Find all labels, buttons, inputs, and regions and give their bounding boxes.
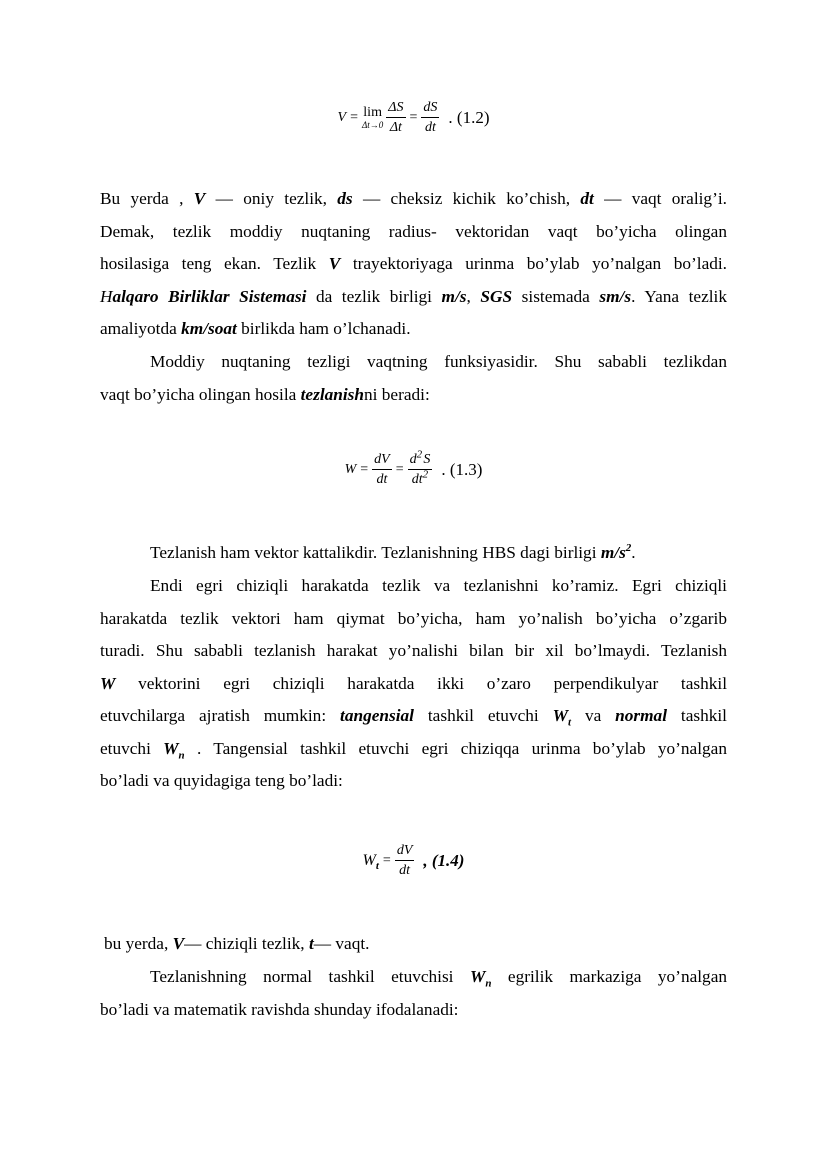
- text-line: harakatda tezlik vektori ham qiymat bo’yicha, ham yo’nalish bo’yicha o’zgarib: [100, 608, 727, 628]
- limit-operator: [362, 106, 383, 130]
- text-line: Halqaro Birliklar Sistemasi da tezlik birligi m/s, SGS sistemada sm/s. Yana tezlik: [100, 286, 727, 306]
- fraction: [421, 100, 439, 135]
- text-line: Bu yerda , V — oniy tezlik, ds — cheksiz kichik ko’chish, dt — vaqt oralig’i.: [100, 189, 727, 208]
- fraction-denominator: $dt^2$: [411, 468, 429, 487]
- formula-1-3: [0, 448, 827, 487]
- equation-number: . (1.3): [441, 459, 483, 479]
- equals-sign: =: [360, 461, 369, 477]
- fraction-numerator: ΔS: [386, 100, 405, 118]
- text-line: W vektorini egri chiziqli harakatda ikki o’zaro perpendikulyar tashkil: [100, 673, 727, 693]
- formula-1-4: [0, 843, 827, 878]
- formula-var: W: [344, 461, 357, 477]
- lim-text: lim: [363, 104, 382, 120]
- lim-subscript: Δt→0: [361, 119, 384, 130]
- fraction-numerator: dS: [421, 100, 439, 118]
- paragraph-velocity: [100, 183, 727, 346]
- formula-var: $W_t$: [362, 851, 379, 872]
- fraction: [386, 100, 405, 135]
- text-line: amaliyotda km/soat birlikda ham o’lchanadi.: [100, 319, 411, 338]
- fraction-denominator: Δt: [389, 120, 402, 135]
- equation-number: , (1.4): [423, 850, 465, 870]
- text-line: Endi egri chiziqli harakatda tezlik va tezlanishni ko’ramiz. Egri chiziqli: [150, 576, 727, 595]
- fraction: [372, 452, 392, 487]
- equals-sign: =: [382, 852, 391, 868]
- text-line: turadi. Shu sababli tezlanish harakat yo’nalishi bilan bir xil bo’lmaydi. Tezlanish: [100, 641, 727, 660]
- fraction-numerator: dV: [395, 843, 415, 861]
- fraction-denominator: dt: [376, 472, 388, 487]
- formula-1-2: [0, 100, 827, 135]
- equals-sign: =: [350, 109, 358, 125]
- paragraph-where: [104, 928, 731, 961]
- fraction-denominator: dt: [399, 863, 411, 878]
- text-line: bu yerda, V— chiziqli tezlik, t— vaqt.: [104, 934, 370, 953]
- text-line: bo’ladi va matematik ravishda shunday ifodalanadi:: [100, 999, 459, 1019]
- fraction-numerator: dV: [372, 452, 392, 470]
- fraction-denominator: dt: [424, 120, 436, 135]
- fraction-numerator: $d^2$ S: [408, 452, 433, 470]
- text-line: Demak, tezlik moddiy nuqtaning radius- vektoridan vaqt bo’yicha olingan: [100, 221, 727, 241]
- paragraph-normal-component: [100, 961, 727, 1026]
- fraction: [395, 843, 415, 878]
- text-line: hosilasiga teng ekan. Tezlik V trayektoriyaga urinma bo’ylab yo’nalgan bo’ladi.: [100, 254, 728, 273]
- text-line: etuvchi $W_n$ . Tangensial tashkil etuvchi egri chiziqqa urinma bo’ylab yo’nalgan: [100, 738, 727, 761]
- text-line: bo’ladi va quyidagiga teng bo’ladi:: [100, 771, 343, 790]
- paragraph-acceleration-unit: [100, 537, 727, 570]
- paragraph-acceleration-intro: [100, 346, 727, 411]
- text-line: Tezlanishning normal tashkil etuvchisi $W_n$ egrilik markaziga yo’nalgan: [150, 967, 728, 990]
- formula-var: V: [337, 109, 347, 125]
- text-line: vaqt bo’yicha olingan hosila tezlanishni beradi:: [100, 384, 430, 404]
- equation-number: . (1.2): [448, 107, 490, 127]
- paragraph-curvilinear-motion: [100, 570, 727, 798]
- text-line: Tezlanish ham vektor kattalikdir. Tezlanishning HBS dagi birligi $m/s^2$.: [150, 542, 636, 562]
- equals-sign: =: [395, 461, 404, 477]
- text-line: Moddiy nuqtaning tezligi vaqtning funksiyasidir. Shu sababli tezlikdan: [150, 352, 727, 371]
- text-line: etuvchilarga ajratish mumkin: tangensial tashkil etuvchi $W_t$ va normal tashkil: [100, 706, 727, 729]
- equals-sign: =: [409, 109, 418, 125]
- fraction: [408, 448, 433, 487]
